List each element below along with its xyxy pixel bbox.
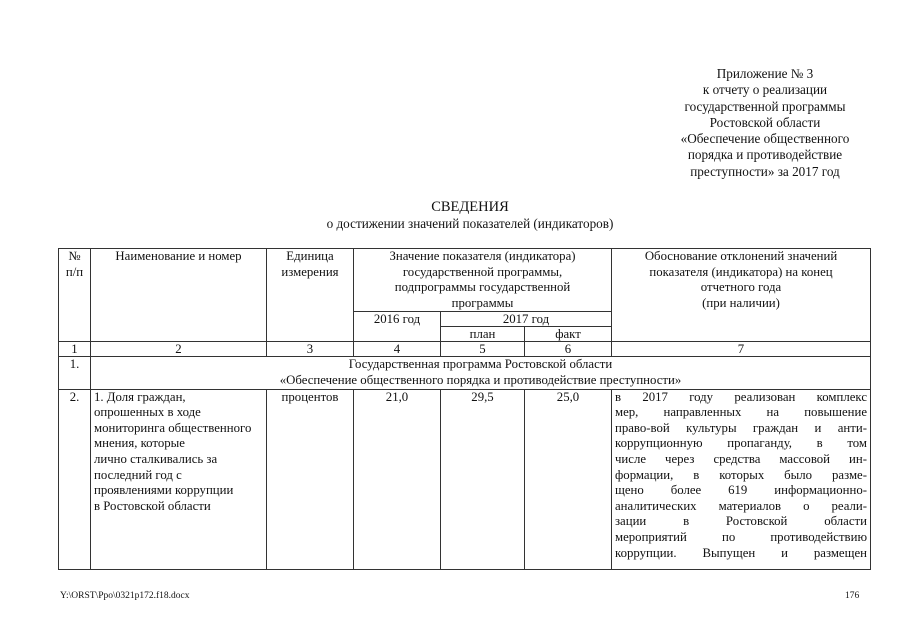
justification-line: в 2017 году реализован комплекс bbox=[615, 389, 867, 404]
row-justification bbox=[612, 389, 871, 569]
appendix-note bbox=[640, 66, 890, 180]
section-row bbox=[59, 357, 871, 389]
header-name: Наименование и номер bbox=[91, 249, 267, 342]
column-number: 6 bbox=[525, 342, 612, 357]
footer-file-path: Y:\ORST\Ppo\0321p172.f18.docx bbox=[60, 591, 190, 601]
header-num: № п/п bbox=[59, 249, 91, 342]
row-fact-2017: 25,0 bbox=[525, 389, 612, 569]
header-value: Значение показателя (индикатора) государственной программы, подпрограммы государственной программы bbox=[354, 249, 612, 312]
section-title bbox=[91, 357, 871, 389]
header-unit: Единица измерения bbox=[267, 249, 354, 342]
header-justification: Обоснование отклонений значений показателя (индикатора) на конец отчетного года (при наличии) bbox=[612, 249, 871, 342]
appendix-line: государственной программы bbox=[684, 98, 846, 114]
column-number: 1 bbox=[59, 342, 91, 357]
row-num: 2. bbox=[59, 389, 91, 569]
section-title-line: Государственная программа Ростовской области bbox=[348, 357, 613, 372]
document-title: СВЕДЕНИЯ bbox=[431, 199, 509, 215]
section-num: 1. bbox=[59, 357, 91, 389]
row-unit: процентов bbox=[267, 389, 354, 569]
row-indicator-name: 1. Доля граждан, опрошенных в ходе мониторинга общественного мнения, которые лично сталкивались за последний год с проявлениями коррупции в Ростовской области bbox=[91, 389, 267, 569]
justification-line: мероприятий по противодействию bbox=[615, 529, 867, 544]
row-plan-2017: 29,5 bbox=[441, 389, 525, 569]
justification-line: аналитических материалов о реали- bbox=[615, 498, 867, 513]
column-number: 2 bbox=[91, 342, 267, 357]
justification-line: числе через средства массовой ин- bbox=[615, 451, 867, 466]
appendix-line: порядка и противодействие bbox=[687, 147, 843, 163]
justification-line: коррупционную пропаганду, в том bbox=[615, 436, 867, 451]
justification-line: право-вой культуры граждан и анти- bbox=[615, 420, 867, 435]
column-number: 3 bbox=[267, 342, 354, 357]
header-row bbox=[59, 249, 871, 312]
column-numbers-row bbox=[59, 342, 871, 357]
document-subtitle: о достижении значений показателей (индикаторов) bbox=[326, 216, 614, 231]
justification-line: щено более 619 информационно- bbox=[615, 483, 867, 498]
header-year-curr: 2017 год bbox=[441, 312, 612, 327]
section-title-line: «Обеспечение общественного порядка и противодействие преступности» bbox=[279, 372, 682, 387]
appendix-line: Приложение № 3 bbox=[716, 66, 814, 81]
justification-line: коррупции. Выпущен и размещен bbox=[615, 545, 867, 560]
column-number: 7 bbox=[612, 342, 871, 357]
footer-page-number: 176 bbox=[845, 591, 860, 601]
header-fact: факт bbox=[525, 327, 612, 342]
table-row bbox=[59, 389, 871, 569]
column-number: 5 bbox=[441, 342, 525, 357]
row-value-2016: 21,0 bbox=[354, 389, 441, 569]
appendix-line: к отчету о реализации bbox=[702, 82, 828, 98]
header-plan: план bbox=[441, 327, 525, 342]
justification-line: мер, направленных на повышение bbox=[615, 405, 867, 420]
column-number: 4 bbox=[354, 342, 441, 357]
justification-line: формации, в которых было разме- bbox=[615, 467, 867, 482]
appendix-line: преступности» за 2017 год bbox=[690, 163, 840, 179]
justification-line: зации в Ростовской области bbox=[615, 514, 867, 529]
appendix-line: Ростовской области bbox=[709, 114, 821, 130]
appendix-line: «Обеспечение общественного bbox=[680, 131, 850, 147]
header-year-prev: 2016 год bbox=[354, 312, 441, 342]
indicators-table bbox=[58, 248, 871, 570]
